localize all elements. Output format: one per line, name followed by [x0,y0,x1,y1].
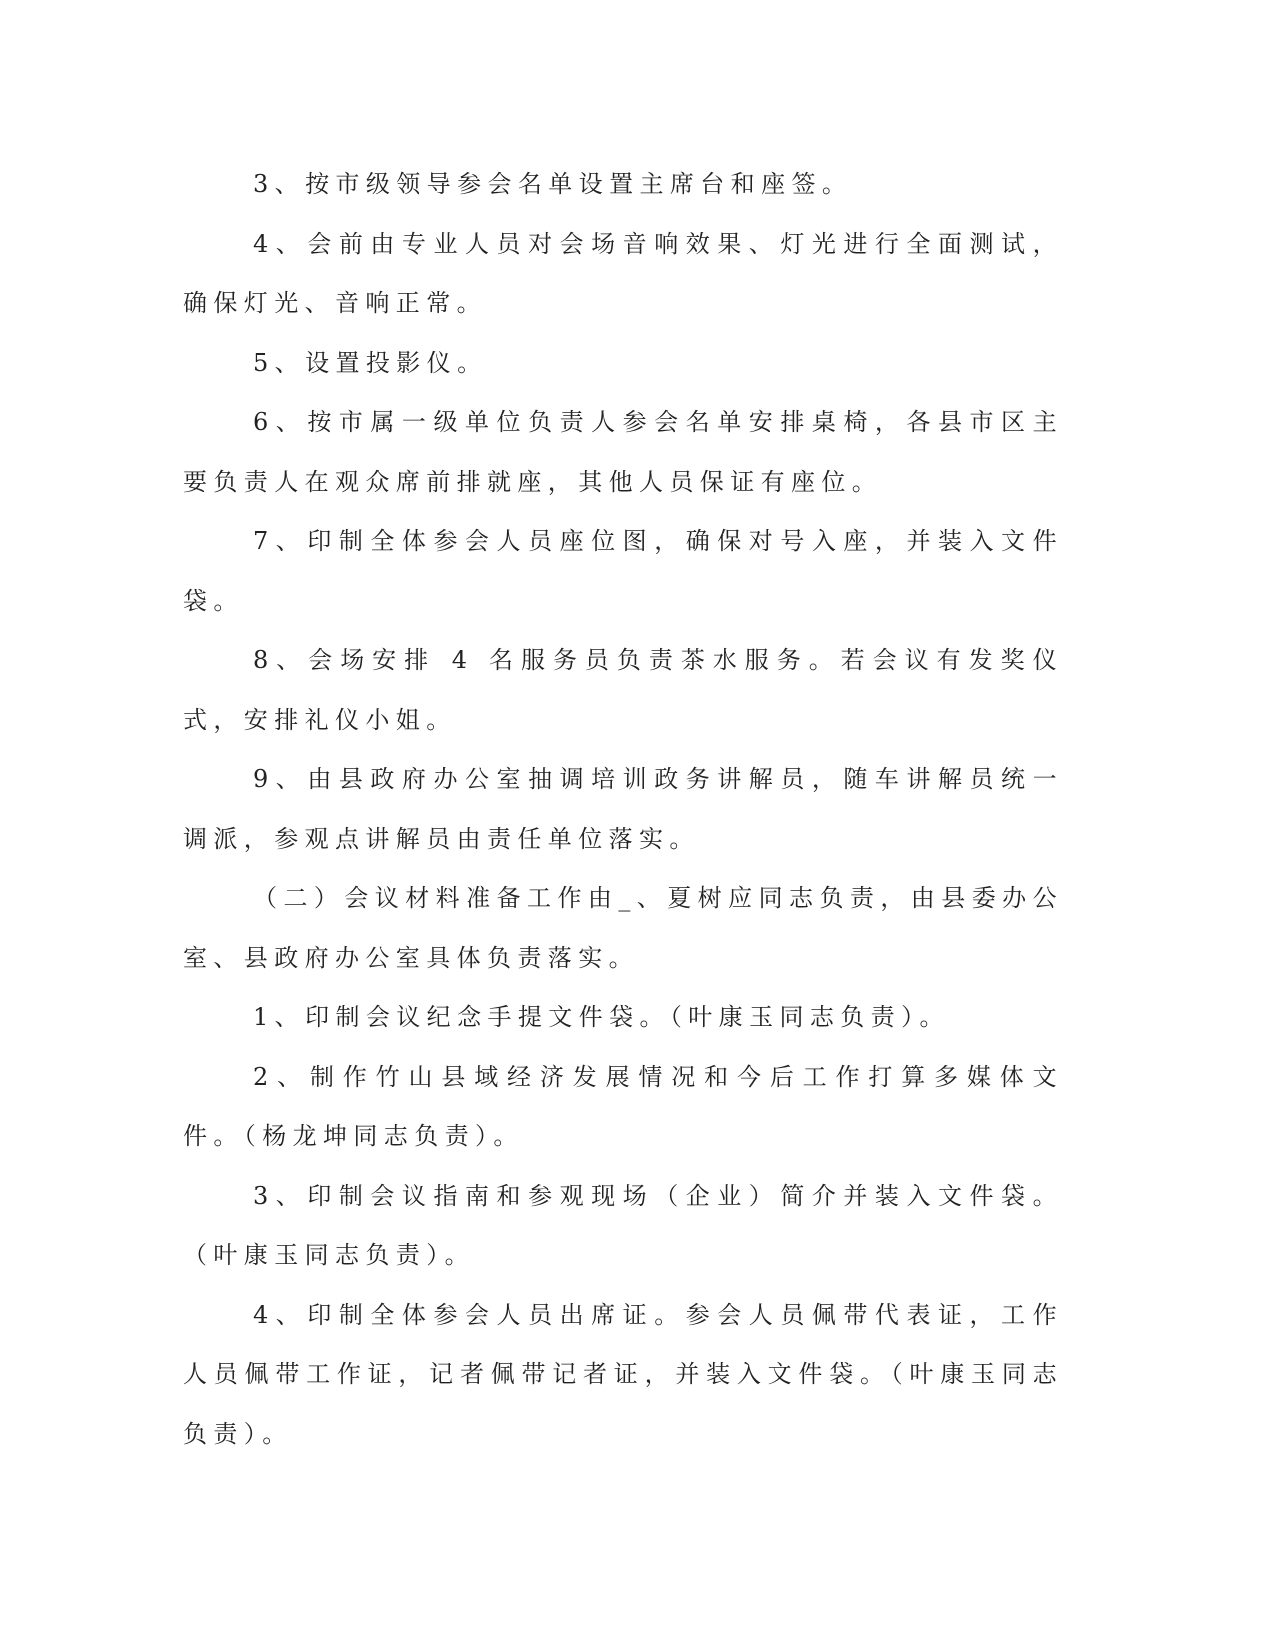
paragraph-materials-item-3: 3、印制会议指南和参观现场（企业）简介并装入文件袋。（叶康玉同志负责）。 [183,1181,1063,1269]
paragraph-item-4-sound-light-test: 4、会前由专业人员对会场音响效果、灯光进行全面测试，确保灯光、音响正常。 [183,229,1063,317]
paragraph-item-7-seating-chart: 7、印制全体参会人员座位图，确保对号入座，并装入文件袋。 [183,527,1063,615]
paragraph-materials-item-2: 2、制作竹山县域经济发展情况和今后工作打算多媒体文件。（杨龙坤同志负责）。 [183,1062,1063,1150]
document-body [183,155,1063,1464]
paragraph-item-8-service-staff: 8、会场安排 4 名服务员负责茶水服务。若会议有发奖仪式，安排礼仪小姐。 [183,646,1063,734]
paragraph-item-5-projector: 5、设置投影仪。 [253,348,488,377]
paragraph-item-9-guides: 9、由县政府办公室抽调培训政务讲解员，随车讲解员统一调派，参观点讲解员由责任单位落实。 [183,765,1063,853]
section-heading-materials: （二）会议材料准备工作由_、夏树应同志负责，由县委办公室、县政府办公室具体负责落实。 [183,884,1063,972]
paragraph-item-3-seating: 3、按市级领导参会名单设置主席台和座签。 [253,170,853,198]
paragraph-item-6-tables-chairs: 6、按市属一级单位负责人参会名单安排桌椅，各县市区主要负责人在观众席前排就座，其他人员保证有座位。 [183,408,1063,496]
paragraph-materials-item-1: 1、印制会议纪念手提文件袋。（叶康玉同志负责）。 [253,1003,950,1031]
paragraph-materials-item-4: 4、印制全体参会人员出席证。参会人员佩带代表证，工作人员佩带工作证，记者佩带记者证，并装入文件袋。（叶康玉同志负责）。 [183,1300,1063,1448]
